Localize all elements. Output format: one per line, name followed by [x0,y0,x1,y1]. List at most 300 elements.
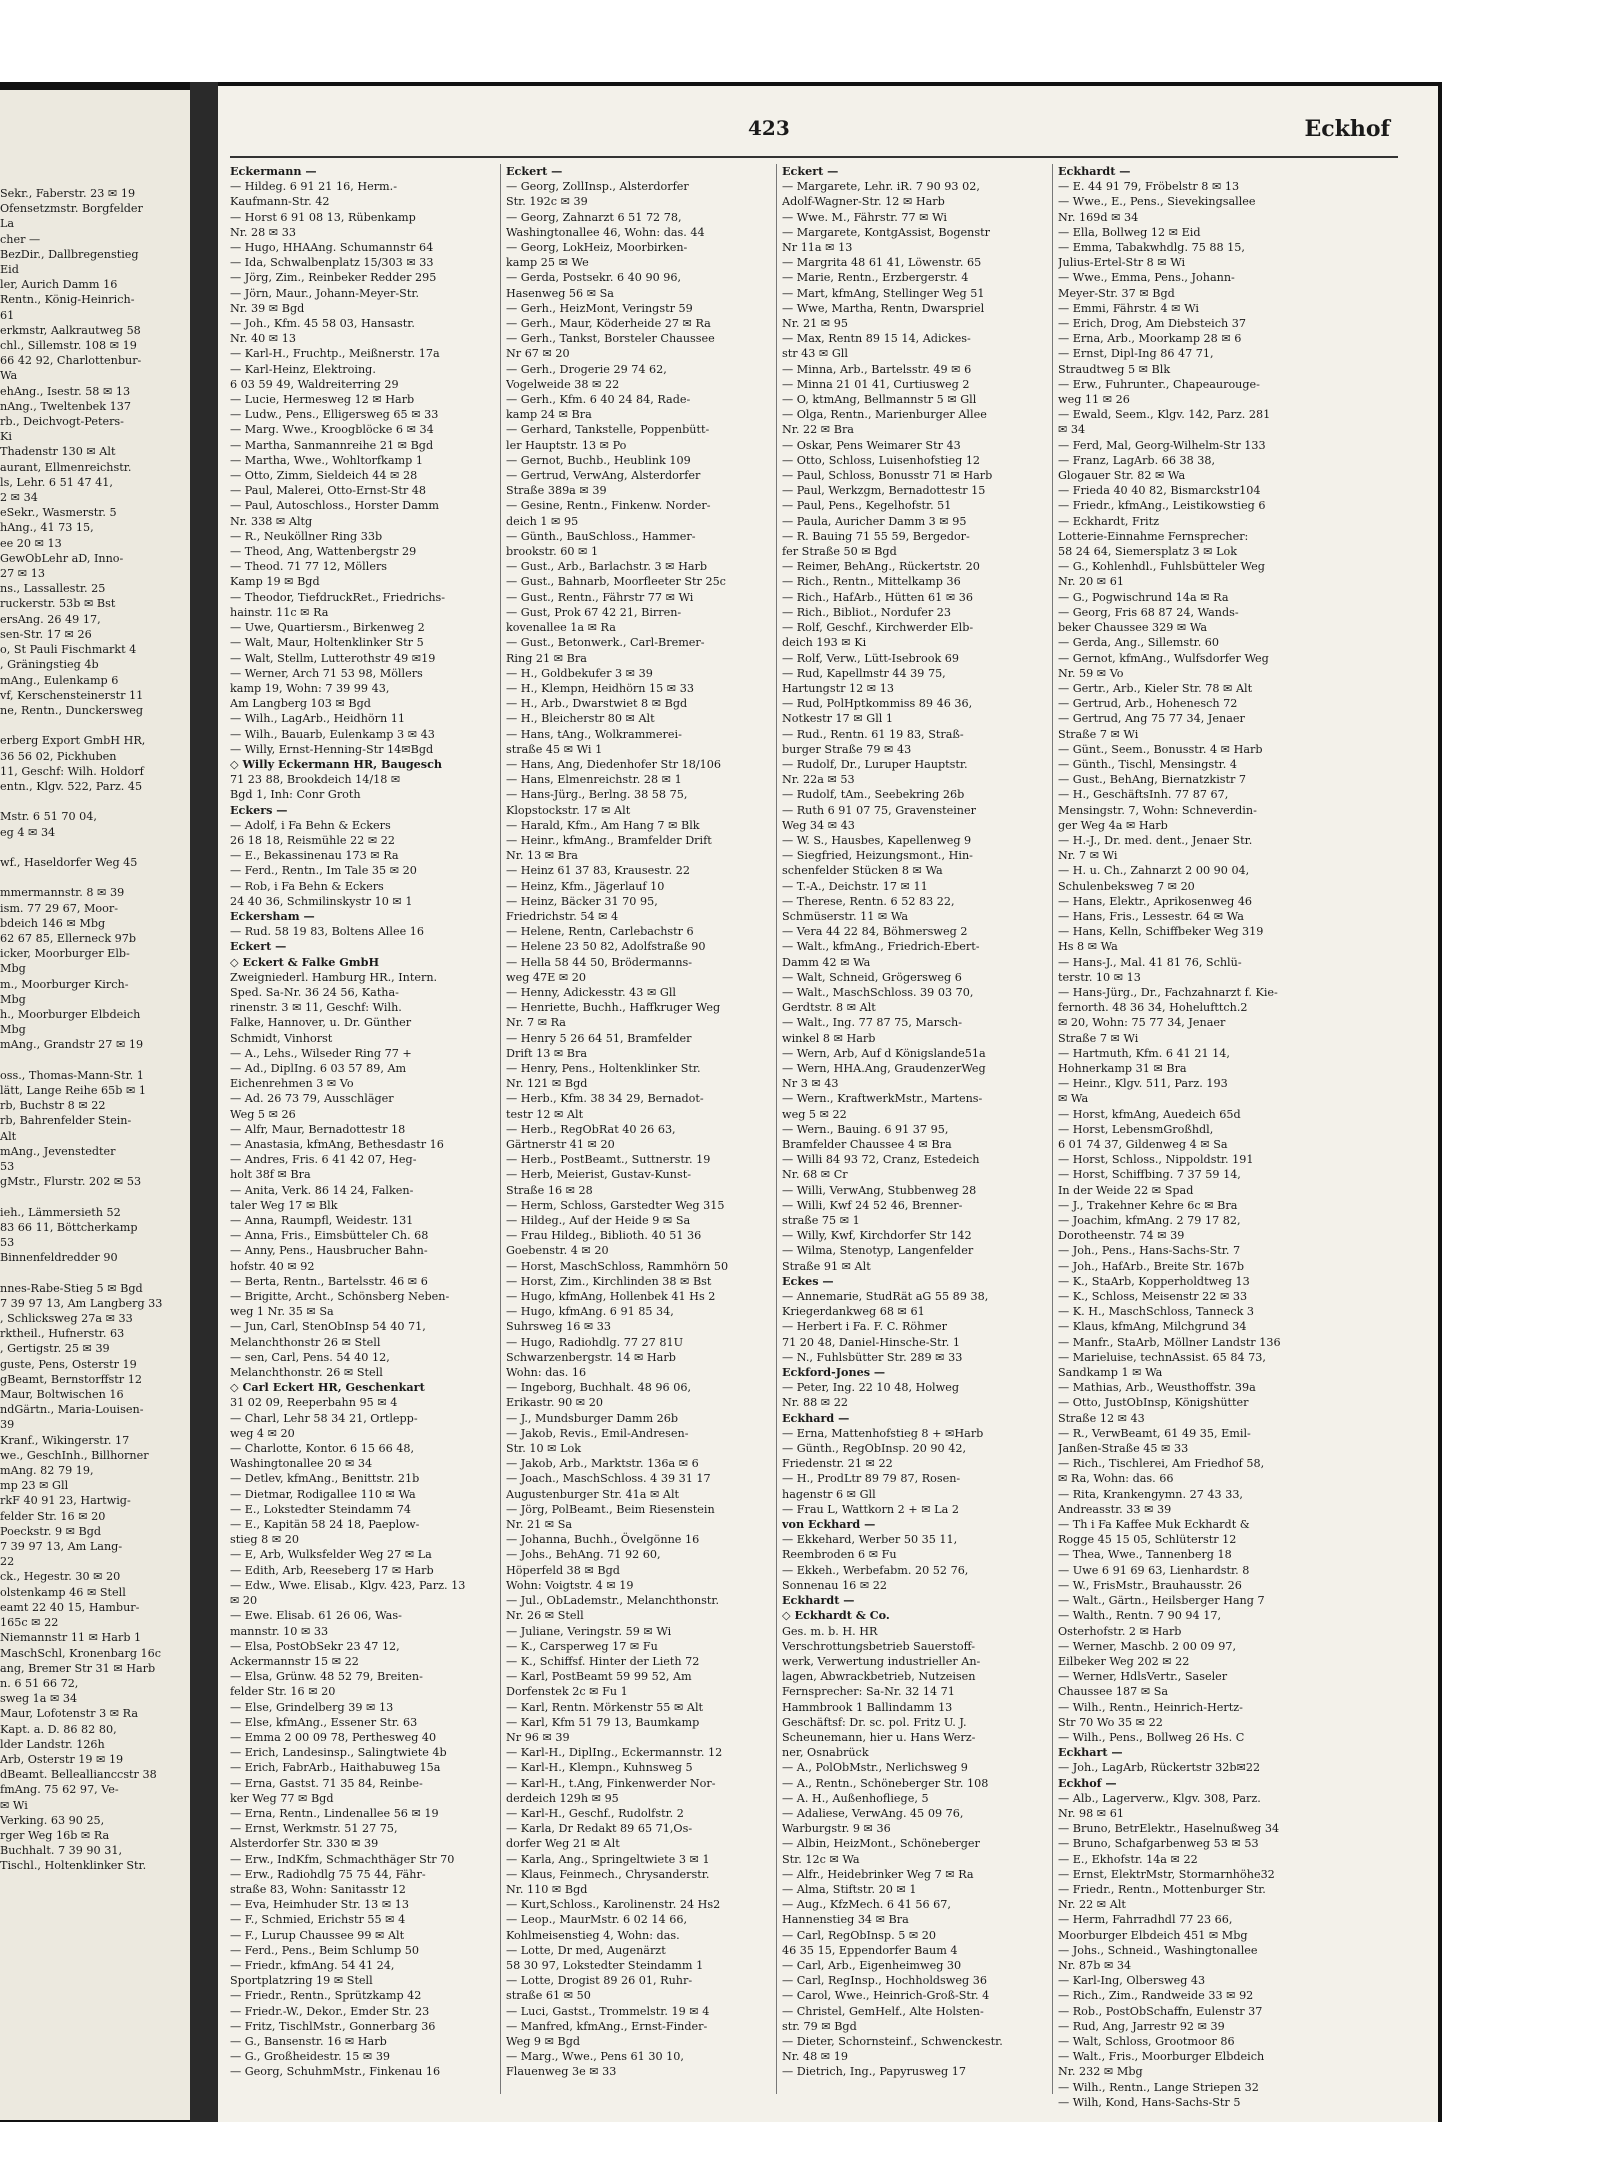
directory-entry: — Anastasia, kfmAng, Bethesdastr 16 [230,1138,444,1151]
directory-entry: Drift 13 ✉ Bra [506,1046,588,1060]
left-page-line: Eid [0,263,19,277]
directory-entry: — Hans, Elektr., Aprikosenweg 46 [1058,894,1253,908]
directory-entry: Ackermannstr 15 ✉ 22 [230,1654,359,1668]
directory-entry: — Alma, Stiftstr. 20 ✉ 1 [782,1882,917,1896]
directory-entry: Lotterie-Einnahme Fernsprecher: [1058,529,1249,543]
directory-entry: — G., Bansenstr. 16 ✉ Harb [230,2034,387,2048]
directory-entry: — Ad., DiplIng. 6 03 57 89, Am [230,1061,407,1075]
directory-entry: ◇ Willy Eckermann HR, Baugesch [230,756,443,771]
directory-entry: Friedenstr. 21 ✉ 22 [782,1457,893,1471]
directory-entry: — Herm, Fahrradhdl 77 23 66, [1058,1913,1233,1927]
directory-entry: Nr. 87b ✉ 34 [1058,1958,1132,1972]
column-divider [1052,164,1053,2094]
directory-entry: Am Langberg 103 ✉ Bgd [230,697,371,711]
directory-entry: Kamp 19 ✉ Bgd [230,575,320,589]
directory-entry: straße 61 ✉ 50 [506,1989,591,2003]
directory-entry: — Alb., Lagerverw., Klgv. 308, Parz. [1058,1791,1261,1805]
directory-entry: — Anna, Fris., Eimsbütteler Ch. 68 [230,1229,429,1243]
directory-entry: — Lotte, Dr med, Augenärzt [506,1943,666,1957]
left-page-line: Thadenstr 130 ✉ Alt [0,445,116,459]
left-page-line: ✉ Wi [0,1798,28,1812]
directory-entry: taler Weg 17 ✉ Blk [230,1198,338,1212]
directory-entry: — Carl, RegObInsp. 5 ✉ 20 [782,1928,937,1942]
left-page-line: vf, Kerschensteinerstr 11 [0,688,144,702]
column-divider [776,164,777,2094]
directory-entry: — Luci, Gastst., Trommelstr. 19 ✉ 4 [506,2004,710,2018]
directory-entry: — Wern., Bauing. 6 91 37 95, [782,1122,949,1136]
left-page-line: entn., Klgv. 522, Parz. 45 [0,779,143,793]
directory-entry: — Hans, tAng., Wolkrammerei- [506,727,682,741]
directory-entry: — Günth., Tischl, Mensingstr. 4 [1058,757,1237,771]
directory-entry: stieg 8 ✉ 20 [230,1533,299,1547]
left-page-line: 66 42 92, Charlottenbur- [0,354,142,368]
directory-entry: weg 5 ✉ 22 [782,1107,847,1121]
directory-entry: — H.-J., Dr. med. dent., Jenaer Str. [1058,833,1253,847]
directory-entry: — Wilh., Rentn., Heinrich-Hertz- [1058,1700,1243,1714]
directory-entry: — Paul, Malerei, Otto-Ernst-Str 48 [230,484,427,498]
left-page-line: Kranf., Wikingerstr. 17 [0,1433,130,1447]
left-page-line: 62 67 85, Ellerneck 97b [0,931,137,945]
left-page-line: gBeamt, Bernstorffstr 12 [0,1372,142,1386]
directory-entry: — Uwe 6 91 69 63, Lienhardstr. 8 [1058,1563,1250,1577]
left-page-line: eg 4 ✉ 34 [0,825,56,839]
directory-entry: — Uwe, Quartiersm., Birkenweg 2 [230,621,425,635]
directory-entry: — Rud. 58 19 83, Boltens Allee 16 [230,925,425,939]
directory-entry: — Henny, Adickesstr. 43 ✉ Gll [506,985,676,999]
left-page-line: rktheil., Hufnerstr. 63 [0,1327,125,1341]
directory-entry: Falke, Hannover, u. Dr. Günther [230,1016,412,1030]
directory-entry: — A., Rentn., Schöneberger Str. 108 [782,1776,989,1790]
left-page-line: erkmstr, Aalkrautweg 58 [0,323,141,337]
directory-entry: Moorburger Elbdeich 451 ✉ Mbg [1058,1928,1248,1942]
directory-entry: Höperfeld 38 ✉ Bgd [506,1563,620,1577]
directory-entry: hofstr. 40 ✉ 92 [230,1259,315,1273]
directory-entry: — Günth., RegObInsp. 20 90 42, [782,1442,967,1456]
directory-entry: — Gertr., Arb., Kieler Str. 78 ✉ Alt [1058,681,1253,695]
left-page-line [0,840,190,855]
directory-column-4 [1058,164,1326,2110]
directory-entry: — Gust., BehAng, Biernatzkistr 7 [1058,773,1247,787]
directory-entry: — Joachim, kfmAng. 2 79 17 82, [1058,1214,1241,1228]
directory-entry: Hartungstr 12 ✉ 13 [782,681,894,695]
directory-entry: — Friedr., kfmAng. 54 41 24, [230,1958,395,1972]
directory-entry: 6 01 74 37, Gildenweg 4 ✉ Sa [1058,1138,1228,1151]
left-page-line: ndGärtn., Maria-Louisen- [0,1403,144,1417]
directory-entry: Verschrottungsbetrieb Sauerstoff- [782,1639,975,1653]
directory-entry: — Minna, Arb., Bartelsstr. 49 ✉ 6 [782,362,972,376]
directory-entry: — Karl, Rentn. Mörkenstr 55 ✉ Alt [506,1700,704,1714]
directory-entry: — Otto, Schloss, Luisenhofstieg 12 [782,453,981,467]
directory-entry: Eckhof — [1058,1775,1117,1790]
directory-entry: — Joh., HafArb., Breite Str. 167b [1058,1259,1245,1273]
directory-entry: — sen, Carl, Pens. 54 40 12, [230,1350,390,1364]
directory-entry: — Johs., Schneid., Washingtonallee [1058,1943,1258,1957]
directory-entry: — H., ProdLtr 89 79 87, Rosen- [782,1472,961,1486]
directory-entry: — Hella 58 44 50, Brödermanns- [506,955,693,969]
directory-entry: fernorth. 48 36 34, Hohelufttch.2 [1058,1001,1248,1015]
directory-entry: — Martha, Wwe., Wohltorfkamp 1 [230,453,423,467]
directory-entry: — Georg, Zahnarzt 6 51 72 78, [506,210,682,224]
left-page-line: h., Moorburger Elbdeich [0,1007,141,1021]
directory-entry: Str. 12c ✉ Wa [782,1852,860,1866]
book-gutter [190,82,218,2122]
directory-entry: — Willy, Ernst-Henning-Str 14✉Bgd [230,742,434,756]
directory-entry: Straße 7 ✉ Wi [1058,1031,1139,1045]
directory-entry: — Brigitte, Archt., Schönsberg Neben- [230,1290,450,1304]
directory-entry: — Gesine, Rentn., Finkenw. Norder- [506,499,711,513]
directory-entry: — Georg, SchuhmMstr., Finkenau 16 [230,2065,441,2079]
directory-entry: — Erna, Rentn., Lindenallee 56 ✉ 19 [230,1806,439,1820]
directory-entry: — Christel, GemHelf., Alte Holsten- [782,2004,984,2018]
directory-entry: — Rich., Zim., Randweide 33 ✉ 92 [1058,1989,1254,2003]
left-page-line: eSekr., Wasmerstr. 5 [0,506,117,520]
directory-entry: — Erna, Mattenhofstieg 8 + ✉Harb [782,1426,984,1440]
directory-entry: — Heinr., Klgv. 511, Parz. 193 [1058,1077,1228,1091]
directory-entry: Nr 96 ✉ 39 [506,1730,570,1744]
directory-entry: — Marg., Wwe., Pens 61 30 10, [506,2050,684,2064]
directory-entry: — Lotte, Drogist 89 26 01, Ruhr- [506,1974,693,1988]
directory-entry: — Gernot, kfmAng., Wulfsdorfer Weg [1058,651,1269,665]
directory-entry: — Karl-H., DiplIng., Eckermannstr. 12 [506,1746,723,1760]
directory-entry: Dorotheenstr. 74 ✉ 39 [1058,1229,1185,1243]
left-page-line: Mbg [0,1023,26,1037]
directory-entry: hainstr. 11c ✉ Ra [230,605,329,619]
directory-entry: — Ida, Schwalbenplatz 15/303 ✉ 33 [230,256,434,270]
directory-entry: Eichenrehmen 3 ✉ Vo [230,1077,354,1091]
directory-entry: — R. Bauing 71 55 59, Bergedor- [782,529,970,543]
directory-entry: — Margarete, KontgAssist, Bogenstr [782,225,990,239]
directory-entry: — Kurt,Schloss., Karolinenstr. 24 Hs2 [506,1898,721,1912]
directory-entry: — Elsa, PostObSekr 23 47 12, [230,1639,400,1653]
left-page-line: eamt 22 40 15, Hambur- [0,1600,140,1614]
directory-entry: — Ludw., Pens., Elligersweg 65 ✉ 33 [230,408,439,422]
directory-entry: — Erich, FabrArb., Haithabuweg 15a [230,1761,441,1775]
directory-entry: — Olga, Rentn., Marienburger Allee [782,408,987,422]
directory-entry: Wohn: das. 16 [506,1366,587,1380]
left-page-line: GewObLehr aD, Inno- [0,551,124,565]
directory-entry: — Marg. Wwe., Kroogblöcke 6 ✉ 34 [230,423,434,437]
left-page-line: Arb, Osterstr 19 ✉ 19 [0,1752,124,1766]
directory-entry: — Franz, LagArb. 66 38 38, [1058,453,1216,467]
directory-entry: — Wwe., Emma, Pens., Johann- [1058,271,1235,285]
directory-entry: Washingtonallee 20 ✉ 34 [230,1457,373,1471]
left-page-line: rger Weg 16b ✉ Ra [0,1828,110,1842]
directory-entry: kovenallee 1a ✉ Ra [506,621,616,635]
left-page-line [0,1189,190,1204]
directory-entry: — J., Trakehner Kehre 6c ✉ Bra [1058,1198,1238,1212]
left-page-line: , Gräningstieg 4b [0,658,99,672]
directory-entry: Glogauer Str. 82 ✉ Wa [1058,469,1186,483]
directory-entry: — Gertrud, VerwAng, Alsterdorfer [506,469,701,483]
directory-entry: Bgd 1, Inh: Conr Groth [230,788,361,802]
directory-entry: — Rich., Tischlerei, Am Friedhof 58, [1058,1457,1265,1471]
directory-entry: Nr. 68 ✉ Cr [782,1168,848,1182]
directory-entry: Nr. 88 ✉ 22 [782,1396,848,1410]
directory-entry: Str 70 Wo 35 ✉ 22 [1058,1715,1163,1729]
directory-entry: Vogelweide 38 ✉ 22 [506,377,620,391]
directory-entry: Str. 192c ✉ 39 [506,195,588,209]
directory-entry: — H., Goldbekufer 3 ✉ 39 [506,666,653,680]
directory-entry: Weg 34 ✉ 43 [782,818,855,832]
left-page-line: rb, Bahrenfelder Stein- [0,1114,132,1128]
directory-entry: — Karla, Dr Redakt 89 65 71,Os- [506,1822,693,1836]
directory-entry: Mensingstr. 7, Wohn: Schneverdin- [1058,803,1257,817]
directory-entry: — Paul, Schloss, Bonusstr 71 ✉ Harb [782,469,993,483]
directory-entry: Klopstockstr. 17 ✉ Alt [506,803,631,817]
directory-entry: Eckhardt — [1058,164,1131,178]
left-page-line: La [0,217,15,231]
directory-entry: schenfelder Stücken 8 ✉ Wa [782,864,943,878]
directory-entry: — Friedr., Rentn., Mottenburger Str. [1058,1882,1266,1896]
directory-entry: — Klaus, kfmAng, Milchgrund 34 [1058,1320,1247,1334]
directory-entry: Julius-Ertel-Str 8 ✉ Wi [1058,256,1186,270]
directory-column-3 [782,164,1050,2080]
left-page-line: 83 66 11, Böttcherkamp [0,1220,138,1234]
directory-entry: — H. u. Ch., Zahnarzt 2 00 90 04, [1058,864,1250,878]
directory-entry: deich 193 ✉ Ki [782,636,867,650]
left-page-line: cher — [0,232,41,246]
directory-entry: — H., Bleicherstr 80 ✉ Alt [506,712,655,726]
left-page-line: ism. 77 29 67, Moor- [0,901,119,915]
directory-entry: — K., StaArb, Kopperholdtweg 13 [1058,1274,1250,1288]
directory-entry: Augustenburger Str. 41a ✉ Alt [506,1487,680,1501]
left-page-line [0,870,190,885]
directory-entry: ◇ Eckhardt & Co. [782,1608,890,1623]
directory-entry: — Johs., BehAng. 71 92 60, [506,1548,661,1562]
directory-entry: — Gust., Bahnarb, Moorfleeter Str 25c [506,575,726,589]
left-page-line: 53 [0,1236,15,1250]
left-page-line: 165c ✉ 22 [0,1616,59,1630]
directory-entry: — R., Neuköllner Ring 33b [230,529,383,543]
directory-entry: — Ingeborg, Buchhalt. 48 96 06, [506,1381,692,1395]
left-page-line: we., GeschInh., Billhorner [0,1448,149,1462]
directory-entry: — Rolf, Geschf., Kirchwerder Elb- [782,621,974,635]
directory-entry: — R., VerwBeamt, 61 49 35, Emil- [1058,1426,1251,1440]
left-page-line: ne, Rentn., Dunckersweg [0,703,144,717]
directory-entry: — Ruth 6 91 07 75, Gravensteiner [782,803,976,817]
left-page-line: ck., Hegestr. 30 ✉ 20 [0,1570,121,1584]
directory-entry: — N., Fuhlsbütter Str. 289 ✉ 33 [782,1350,963,1364]
directory-entry: — Karl-H., t.Ang, Finkenwerder Nor- [506,1776,716,1790]
directory-entry: ◇ Carl Eckert HR, Geschenkart [230,1380,425,1395]
directory-entry: Washingtonallee 46, Wohn: das. 44 [506,225,705,239]
left-page-line: mAng., Grandstr 27 ✉ 19 [0,1038,144,1052]
directory-entry: — Theod, Ang, Wattenbergstr 29 [230,545,417,559]
directory-entry: ✉ Wa [1058,1092,1089,1106]
left-page-line: ns., Lassallestr. 25 [0,582,106,596]
directory-entry: burger Straße 79 ✉ 43 [782,742,912,756]
directory-entry: — Werner, Maschb. 2 00 09 97, [1058,1639,1237,1653]
directory-entry: Gärtnerstr 41 ✉ 20 [506,1138,615,1151]
directory-entry: — Juliane, Veringstr. 59 ✉ Wi [506,1624,672,1638]
left-page-line: Tischl., Holtenklinker Str. [0,1859,147,1873]
directory-entry: — Dietrich, Ing., Papyrusweg 17 [782,2065,966,2079]
directory-entry: Osterhofstr. 2 ✉ Harb [1058,1624,1182,1638]
directory-entry: — Hugo, HHAAng. Schumannstr 64 [230,241,434,255]
directory-entry: — Karl-H., Geschf., Rudolfstr. 2 [506,1806,684,1820]
left-page-line: ang, Bremer Str 31 ✉ Harb [0,1661,156,1675]
directory-entry: Erikastr. 90 ✉ 20 [506,1396,603,1410]
directory-entry: — Walt., kfmAng., Friedrich-Ebert- [782,940,980,954]
directory-entry: — Wilma, Stenotyp, Langenfelder [782,1244,974,1258]
directory-entry: Flauenweg 3e ✉ 33 [506,2065,617,2079]
directory-entry: — Aug., KfzMech. 6 41 56 67, [782,1898,951,1912]
directory-entry: — Gerh., Kfm. 6 40 24 84, Rade- [506,393,691,407]
directory-entry: — Thea, Wwe., Tannenberg 18 [1058,1548,1232,1562]
directory-entry: — Walt., MaschSchloss. 39 03 70, [782,985,974,999]
directory-entry: — Ewe. Elisab. 61 26 06, Was- [230,1609,402,1623]
directory-entry: — Horst, kfmAng, Auedeich 65d [1058,1107,1241,1121]
left-page-line [0,794,190,809]
directory-entry: — Emma 2 00 09 78, Perthesweg 40 [230,1730,437,1744]
directory-entry: — Wwe. M., Fährstr. 77 ✉ Wi [782,210,947,224]
directory-entry: 31 02 09, Reeperbahn 95 ✉ 4 [230,1396,398,1410]
directory-entry: — Anita, Verk. 86 14 24, Falken- [230,1183,414,1197]
directory-entry: — E, Arb, Wulksfelder Weg 27 ✉ La [230,1548,432,1562]
directory-entry: Fernsprecher: Sa-Nr. 32 14 71 [782,1685,955,1699]
directory-entry: — A., Lehs., Wilseder Ring 77 + [230,1046,412,1060]
left-page-line: , Gertigstr. 25 ✉ 39 [0,1342,110,1356]
page-number: 423 [748,116,790,140]
directory-entry: Schulenbeksweg 7 ✉ 20 [1058,879,1195,893]
directory-entry: Schmüserstr. 11 ✉ Wa [782,909,909,923]
directory-entry: — Werner, HdlsVertr., Saseler [1058,1670,1228,1684]
directory-entry: Eckert — [782,164,839,178]
directory-entry: Ges. m. b. H. HR [782,1624,878,1638]
left-page-line: BezDir., Dallbregenstieg [0,247,139,261]
directory-entry: — Friedr., Rentn., Sprützkamp 42 [230,1989,422,2003]
directory-entry: — Karl-H., Klempn., Kuhnsweg 5 [506,1761,693,1775]
directory-entry: Scheunemann, hier u. Hans Werz- [782,1730,976,1744]
left-page-line: sweg 1a ✉ 34 [0,1692,78,1706]
directory-entry: — G., Kohlenhdl., Fuhlsbütteler Weg [1058,560,1265,574]
directory-entry: derdeich 129h ✉ 95 [506,1791,619,1805]
directory-entry: — Ernst, ElektrMstr, Stormarnhöhe32 [1058,1867,1275,1881]
directory-entry: — Max, Rentn 89 15 14, Adickes- [782,332,971,346]
directory-entry: — Margarete, Lehr. iR. 7 90 93 02, [782,180,980,194]
directory-entry: — Albin, HeizMont., Schöneberger [782,1837,980,1851]
directory-entry: — Peter, Ing. 22 10 48, Holweg [782,1381,959,1395]
directory-entry: — Gerh., Tankst, Borsteler Chaussee [506,332,715,346]
directory-entry: ✉ 34 [1058,423,1086,437]
directory-entry: ✉ Ra, Wohn: das. 66 [1058,1472,1174,1486]
directory-entry: — Horst, Zim., Kirchlinden 38 ✉ Bst [506,1274,712,1288]
left-page-line: 61 [0,308,15,322]
left-page-line: gMstr., Flurstr. 202 ✉ 53 [0,1175,142,1189]
directory-entry: — Erw., Radiohdlg 75 75 44, Fähr- [230,1867,426,1881]
directory-entry: — Manfr., StaArb, Möllner Landstr 136 [1058,1335,1281,1349]
left-page-line: lder Landstr. 126h [0,1737,105,1751]
directory-entry: — Günth., BauSchloss., Hammer- [506,529,696,543]
left-page-line: hAng., 41 73 15, [0,521,94,535]
directory-entry: Straße 12 ✉ 43 [1058,1411,1145,1425]
directory-entry: — Emma, Tabakwhdlg. 75 88 15, [1058,241,1245,255]
directory-entry: — Theod. 71 77 12, Möllers [230,560,388,574]
left-page-line: felder Str. 16 ✉ 20 [0,1509,106,1523]
directory-entry: fer Straße 50 ✉ Bgd [782,545,897,559]
directory-entry: Adolf-Wagner-Str. 12 ✉ Harb [782,195,945,209]
directory-entry: — Eva, Heimhuder Str. 13 ✉ 13 [230,1898,410,1912]
left-page-line: 2 ✉ 34 [0,491,38,505]
directory-entry: — K. H., MaschSchloss, Tanneck 3 [1058,1305,1255,1319]
directory-entry: — Joach., MaschSchloss. 4 39 31 17 [506,1472,711,1486]
directory-entry: — Rudolf, tAm., Seebekring 26b [782,788,965,802]
left-page-line: rkF 40 91 23, Hartwig- [0,1494,131,1508]
directory-entry: — Frau L, Wattkorn 2 + ✉ La 2 [782,1502,959,1516]
directory-entry: — Alfr., Heidebrinker Weg 7 ✉ Ra [782,1867,974,1881]
directory-entry: — Ernst, Dipl-Ing 86 47 71, [1058,347,1214,361]
directory-entry: — Herb, Meierist, Gustav-Kunst- [506,1168,691,1182]
directory-entry: Nr. 7 ✉ Wi [1058,849,1118,863]
directory-entry: weg 1 Nr. 35 ✉ Sa [230,1305,334,1319]
directory-entry: — K., Schiffsf. Hinter der Lieth 72 [506,1654,700,1668]
directory-entry: — Hugo, kfmAng, Hollenbek 41 Hs 2 [506,1290,716,1304]
directory-entry: — Georg, Fris 68 87 24, Wands- [1058,605,1239,619]
directory-entry: — Jul., ObLademstr., Melanchthonstr. [506,1594,720,1608]
left-page-line: Rentn., König-Heinrich- [0,293,135,307]
directory-entry: — Wern, HHA.Ang, GraudenzerWeg [782,1061,986,1075]
directory-entry: — Erw., IndKfm, Schmachthäger Str 70 [230,1852,455,1866]
left-page-line: Alt [0,1129,17,1143]
directory-entry: — Henry, Pens., Holtenklinker Str. [506,1061,701,1075]
left-page-line: Poeckstr. 9 ✉ Bgd [0,1524,102,1538]
left-page-line: 22 [0,1555,15,1569]
directory-entry: — Rud, Ang, Jarrestr 92 ✉ 39 [1058,2019,1225,2033]
directory-entry: beker Chaussee 329 ✉ Wa [1058,621,1208,635]
directory-entry: — Ferd, Mal, Georg-Wilhelm-Str 133 [1058,438,1266,452]
directory-entry: str 43 ✉ Gll [782,347,848,361]
directory-entry: Str. 10 ✉ Lok [506,1442,582,1456]
directory-entry: Meyer-Str. 37 ✉ Bgd [1058,286,1175,300]
left-page-line: Maur, Boltwischen 16 [0,1388,124,1402]
directory-entry: — Erich, Drog, Am Diebsteich 37 [1058,317,1247,331]
directory-entry: — Gerh., Maur, Köderheide 27 ✉ Ra [506,317,711,331]
directory-entry: — Ella, Bollweg 12 ✉ Eid [1058,225,1201,239]
left-page-line: Maur, Lofotenstr 3 ✉ Ra [0,1707,139,1721]
directory-entry: — Rud, Kapellmstr 44 39 75, [782,666,946,680]
directory-entry: — Gerhard, Tankstelle, Poppenbütt- [506,423,710,437]
directory-entry: — Horst, LebensmGroßhdl, [1058,1122,1214,1136]
directory-entry: Nr. 121 ✉ Bgd [506,1077,588,1091]
directory-entry: deich 1 ✉ 95 [506,514,579,528]
directory-entry: — Willy, Kwf, Kirchdorfer Str 142 [782,1229,972,1243]
directory-entry: Notkestr 17 ✉ Gll 1 [782,712,894,726]
directory-entry: — Rich., Rentn., Mittelkamp 36 [782,575,961,589]
directory-entry: Eckes — [782,1273,834,1288]
directory-entry: — Herbert i Fa. F. C. Röhmer [782,1320,947,1334]
directory-entry: Sandkamp 1 ✉ Wa [1058,1366,1163,1380]
directory-entry: — E. 44 91 79, Fröbelstr 8 ✉ 13 [1058,180,1240,194]
left-page-line: Wa [0,369,18,383]
left-page-line: chl., Sillemstr. 108 ✉ 19 [0,339,137,353]
left-page-line: Ofensetzmstr. Borgfelder [0,202,143,216]
left-page-line: ee 20 ✉ 13 [0,536,62,550]
directory-entry: — F., Lurup Chaussee 99 ✉ Alt [230,1928,405,1942]
directory-entry: — Joh., Pens., Hans-Sachs-Str. 7 [1058,1244,1241,1258]
directory-entry: von Eckhard — [782,1517,876,1532]
directory-entry: werk, Verwertung industrieller An- [782,1654,981,1668]
directory-entry: — E., Lokstedter Steindamm 74 [230,1502,411,1516]
directory-entry: Friedrichstr. 54 ✉ 4 [506,909,619,923]
directory-entry: — Jörn, Maur., Johann-Meyer-Str. [230,286,420,300]
directory-entry: Sportplatzring 19 ✉ Stell [230,1974,373,1988]
directory-entry: ✉ 20, Wohn: 75 77 34, Jenaer [1058,1016,1226,1030]
directory-entry: Ring 21 ✉ Bra [506,651,587,665]
running-head: Eckhof [1304,116,1390,142]
directory-entry: ger Weg 4a ✉ Harb [1058,818,1168,832]
directory-entry: — Adaliese, VerwAng. 45 09 76, [782,1806,964,1820]
directory-entry: — Karl-H., Fruchtp., Meißnerstr. 17a [230,347,440,361]
